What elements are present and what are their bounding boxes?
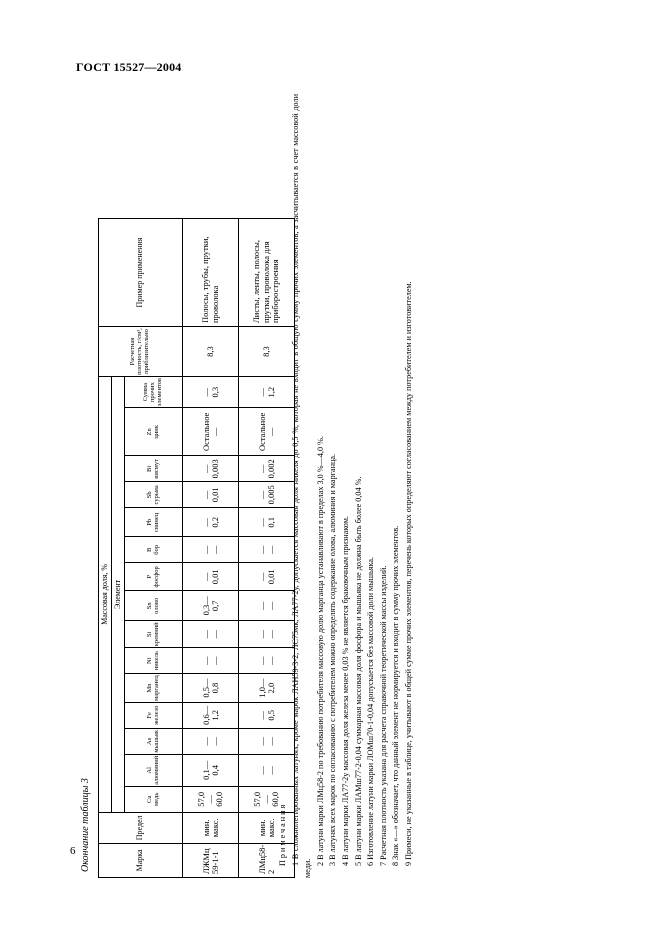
value-max: — xyxy=(265,766,276,775)
value-min: — xyxy=(256,572,267,582)
note-item: 9 Примеси, не указанные в таблице, учитывают в общей сумме прочих элементов, перечень которых определяют согласованием между потребителем и изготовителем. xyxy=(403,281,413,866)
value-min: — xyxy=(200,656,211,665)
value-min: 57,0— xyxy=(196,791,216,807)
header-element-12 xyxy=(125,456,183,482)
value-max: 0,002 xyxy=(265,459,276,479)
cell-element-value xyxy=(183,754,239,786)
element-symbol: Zn xyxy=(145,428,153,436)
element-symbol: As xyxy=(145,737,153,745)
element-symbol: Sb xyxy=(145,491,153,499)
element-symbol: Si xyxy=(145,631,153,637)
cell-application: Полосы, трубы, прутки, проволока xyxy=(183,219,239,327)
element-symbol: Al xyxy=(145,767,153,774)
element-symbol: Mn xyxy=(145,683,153,693)
value-min: — xyxy=(256,630,267,639)
value-min: — xyxy=(256,518,267,527)
value-max: 60,0 xyxy=(269,791,280,807)
header-element-14 xyxy=(125,377,183,408)
value-min: 0,5— xyxy=(200,678,211,698)
header-element-3 xyxy=(125,702,183,728)
value-max: 0,01 xyxy=(209,487,220,503)
header-element-2 xyxy=(125,728,183,754)
value-max: 0,1 xyxy=(265,517,276,528)
note-item: 3 В латунях всех марок по согласованию с потребителем можно определять содержание олова, алюминия и марганца. xyxy=(328,453,338,866)
cell-element-value xyxy=(183,702,239,728)
value-max: — xyxy=(265,427,276,437)
table-row xyxy=(183,219,239,878)
value-max: — xyxy=(265,630,276,639)
element-symbol: Ni xyxy=(145,657,153,664)
cell-element-value xyxy=(183,508,239,537)
note-item: 1 В сложнолегированных латунях, кроме марок ЛАН59-3-2, ЛС75мк, ЛА77-2у, допускается массовая доля никеля до 0,5 %, которая не входит в общую сумму прочих элементов, а засчитывается в счет массовой доли меди. xyxy=(290,94,313,878)
cell-element-value xyxy=(183,674,239,703)
alloy-composition-table xyxy=(98,218,295,878)
value-min: — xyxy=(256,656,267,665)
header-element-9 xyxy=(125,537,183,563)
element-name: железо xyxy=(152,705,160,725)
value-min: — xyxy=(256,387,267,397)
element-symbol: Fe xyxy=(145,712,153,719)
document-title: ГОСТ 15527—2004 xyxy=(76,60,182,74)
value-min: — xyxy=(200,387,211,397)
value-max: 0,2 xyxy=(209,517,220,528)
cell-element-value xyxy=(183,728,239,754)
element-symbol: B xyxy=(145,547,153,553)
value-min: — xyxy=(200,545,211,555)
cell-element-value xyxy=(183,408,239,456)
value-max: — xyxy=(209,737,220,746)
value-min: 0,6— xyxy=(200,705,211,725)
element-symbol: P xyxy=(145,575,153,579)
note-item: 5 В латуни марки ЛАМш77-2-0,04 суммарная массовая доля фосфора и мышьяка не должна быть более 0,04 %. xyxy=(353,476,363,866)
cell-density: 8,3 xyxy=(183,327,239,377)
element-name: фосфор xyxy=(152,566,160,588)
value-max: 0,01 xyxy=(209,569,220,585)
value-min: — xyxy=(256,766,267,775)
limit-label: макс. xyxy=(209,818,220,838)
note-item: 2 В латуни марки ЛМц58-2 по требованию потребителя массовую долю марганца устанавливают в пределах 3,0 %—4,0 %. xyxy=(315,436,325,866)
header-element-10 xyxy=(125,508,183,537)
value-max: 1,2 xyxy=(265,386,276,398)
note-item: 7 Расчетная плотность указана для расчета справочной теоретической массы изделий. xyxy=(378,565,388,866)
value-min: — xyxy=(200,630,211,639)
rotated-page-content xyxy=(76,92,461,880)
element-name: марганец xyxy=(152,675,160,701)
limit-label: макс. xyxy=(265,818,276,838)
cell-element-value xyxy=(183,563,239,591)
header-element-5 xyxy=(125,648,183,674)
element-name: медь xyxy=(152,792,160,806)
element-symbol: Cu xyxy=(145,795,153,804)
value-max: 0,4 xyxy=(209,765,220,776)
value-max: 0,5 xyxy=(265,710,276,721)
value-min: — xyxy=(200,572,211,582)
header-element: Элемент xyxy=(112,377,125,813)
element-name: никель xyxy=(152,651,160,671)
value-max: — xyxy=(209,656,220,665)
value-max: — xyxy=(265,656,276,665)
value-min: Остальное xyxy=(200,412,211,452)
value-min: — xyxy=(256,464,267,474)
element-name: Сумма прочих элементов xyxy=(142,378,163,407)
header-element-6 xyxy=(125,621,183,648)
value-max: — xyxy=(265,601,276,611)
element-symbol: Bi xyxy=(145,465,153,472)
header-grade: Марка xyxy=(99,843,183,877)
cell-element-value xyxy=(183,591,239,621)
cell-element-value xyxy=(183,648,239,674)
element-name: олово xyxy=(152,597,160,614)
header-element-7 xyxy=(125,591,183,621)
value-max: — xyxy=(265,737,276,746)
note-item: 6 Изготовление латуни марки ЛОМш70-1-0,04 допускается без массовой доли мышьяка. xyxy=(366,556,376,866)
cell-element-value xyxy=(183,377,239,408)
value-min: — xyxy=(256,545,267,555)
value-min: — xyxy=(200,464,211,474)
value-max: 0,005 xyxy=(265,485,276,505)
value-max: 0,003 xyxy=(209,459,220,479)
value-min: 0,3— xyxy=(200,596,211,616)
page-number: 6 xyxy=(70,845,76,857)
value-max: 2,0 xyxy=(265,682,276,694)
value-max: 0,01 xyxy=(265,569,276,585)
value-min: — xyxy=(256,601,267,611)
element-name: бор xyxy=(152,544,160,555)
cell-element-value xyxy=(183,482,239,508)
value-min: Остальное xyxy=(256,412,267,452)
cell-element-value xyxy=(183,456,239,482)
header-limit: Предел xyxy=(99,812,183,843)
notes-section xyxy=(277,94,416,878)
limit-label: мин. xyxy=(200,819,211,837)
value-min: 57,0— xyxy=(252,791,272,807)
value-min: 1,0— xyxy=(256,678,267,698)
cell-grade: ЛЖМц 59-1-1 xyxy=(183,843,239,877)
element-name: свинец xyxy=(152,512,160,532)
cell-element-value xyxy=(183,621,239,648)
value-max: — xyxy=(265,545,276,555)
value-max: — xyxy=(209,545,220,555)
cell-application: Листы, ленты, полосы, прутки, проволока для приборостроения xyxy=(239,219,295,327)
value-min: — xyxy=(256,711,267,720)
element-name: кремний xyxy=(152,622,160,647)
cell-limit xyxy=(183,812,239,843)
header-element-0 xyxy=(125,786,183,812)
value-max: 0,8 xyxy=(209,682,220,694)
header-mass-fraction: Массовая доля, % xyxy=(99,377,112,813)
value-max: — xyxy=(209,427,220,437)
value-max: — xyxy=(209,630,220,639)
value-min: 0,1— xyxy=(200,760,211,780)
element-name: сурьма xyxy=(152,485,160,505)
note-item: 8 Знак «—» обозначает, что данный элемент не нормируется и входит в сумму прочих элементов. xyxy=(391,525,401,866)
cell-density: 8,3 xyxy=(239,327,295,377)
value-max: 0,7 xyxy=(209,600,220,612)
header-element-4 xyxy=(125,674,183,703)
element-name: мышьяк xyxy=(152,730,160,753)
value-min: — xyxy=(200,518,211,527)
limit-label: мин. xyxy=(256,819,267,837)
header-element-11 xyxy=(125,482,183,508)
element-symbol: Sn xyxy=(145,602,153,610)
value-min: — xyxy=(200,490,211,500)
table-caption: Окончание таблицы 3 xyxy=(80,778,91,872)
value-max: 60,0 xyxy=(213,791,224,807)
note-item: 4 В латуни марки ЛА77-2у массовая доля железа менее 0,03 % не является браковочным признаком. xyxy=(340,516,350,866)
value-max: 1,2 xyxy=(209,710,220,721)
cell-element-value xyxy=(183,786,239,812)
element-symbol: Pb xyxy=(145,518,153,526)
value-min: — xyxy=(200,737,211,746)
cell-element-value xyxy=(183,537,239,563)
cell-grade: ЛМц58-2 xyxy=(239,843,295,877)
value-max: 0,3 xyxy=(209,386,220,398)
element-name: алюминий xyxy=(152,755,160,785)
header-element-8 xyxy=(125,563,183,591)
header-density: Расчетная плотность, г/см³, приблизительно xyxy=(99,327,183,377)
header-application: Пример применения xyxy=(99,219,183,327)
header-element-13 xyxy=(125,408,183,456)
element-name: висмут xyxy=(152,459,160,479)
element-name: цинк xyxy=(152,425,160,439)
notes-title: Примечания xyxy=(278,802,287,866)
value-min: — xyxy=(256,490,267,500)
value-min: — xyxy=(256,737,267,746)
header-element-1 xyxy=(125,754,183,786)
